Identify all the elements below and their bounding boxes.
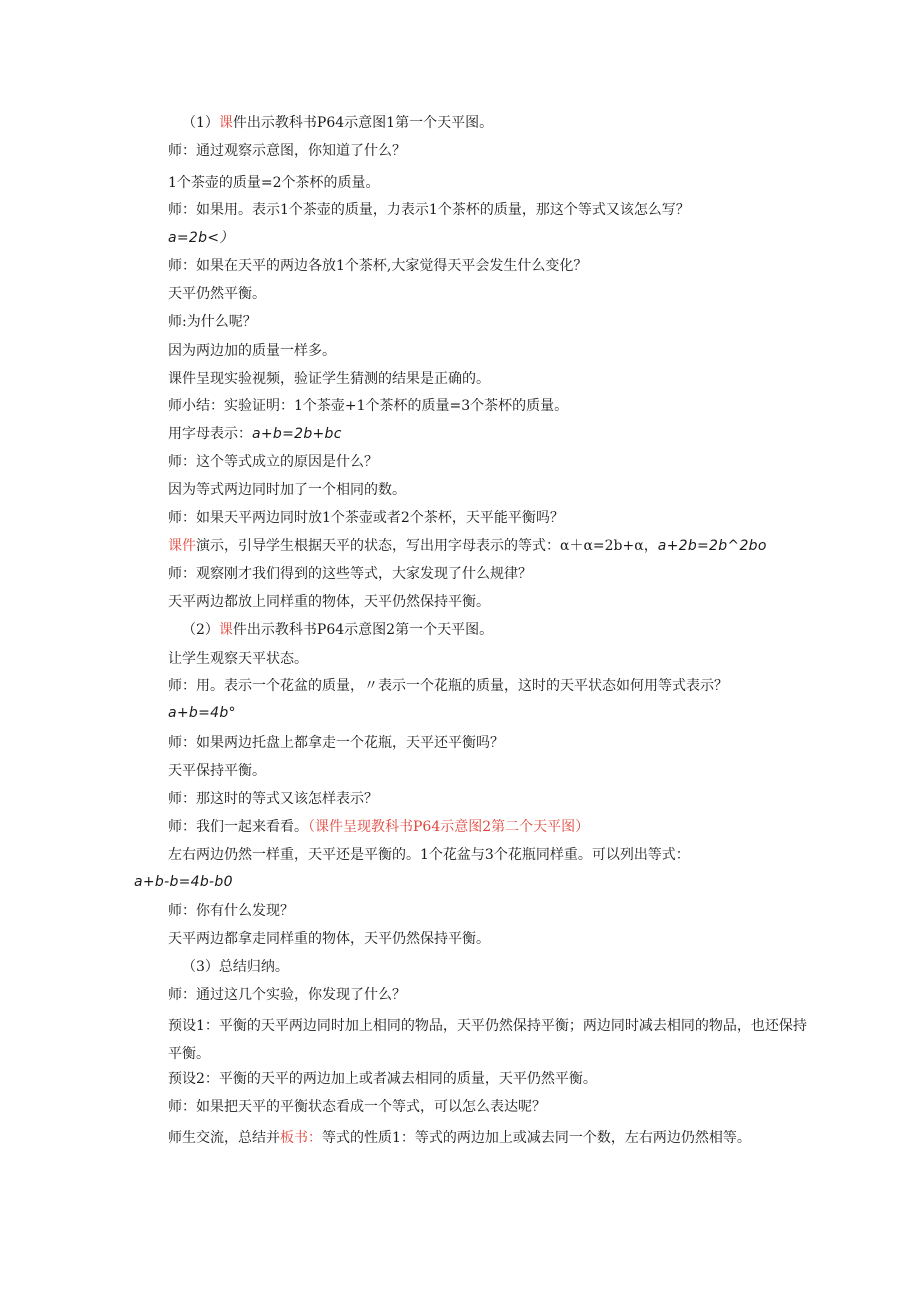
paragraph: 师：观察刚才我们得到的这些等式，大家发现了什么规律？ <box>168 566 532 582</box>
paragraph: 师：如果把天平的平衡状态看成一个等式，可以怎么表达呢？ <box>168 1099 546 1115</box>
paragraph: 课件演示，引导学生根据天平的状态，写出用字母表示的等式：α＋α=2b+α，a+2b=2b^2bo <box>168 538 767 554</box>
paragraph: 师：通过这几个实验，你发现了什么？ <box>168 987 406 1003</box>
paragraph: （2）课件出示教科书P64示意图2第一个天平图。 <box>182 622 494 638</box>
paragraph: 课件呈现实验视频，验证学生猜测的结果是正确的。 <box>168 371 490 387</box>
paragraph: 让学生观察天平状态。 <box>168 651 308 667</box>
paragraph: 预设2：平衡的天平的两边加上或者减去相同的质量，天平仍然平衡。 <box>168 1071 597 1087</box>
paragraph: 因为两边加的质量一样多。 <box>168 343 336 359</box>
paragraph: 师：如果天平两边同时放1个茶壶或者2个茶杯，天平能平衡吗？ <box>168 510 564 526</box>
paragraph: 天平两边都放上同样重的物体，天平仍然保持平衡。 <box>168 594 490 610</box>
paragraph: 师：你有什么发现？ <box>168 903 294 919</box>
paragraph: （1）课件出示教科书P64示意图1第一个天平图。 <box>182 115 494 131</box>
paragraph: 师：如果用。表示1个茶壶的质量，力表示1个茶杯的质量，那这个等式又该怎么写？ <box>168 202 690 218</box>
paragraph: 天平仍然平衡。 <box>168 286 266 302</box>
paragraph: 预设1：平衡的天平两边同时加上相同的物品，天平仍然保持平衡；两边同时减去相同的物品，也还保持平衡。 <box>168 1018 807 1062</box>
paragraph: 师：用。表示一个花盆的质量，〃表示一个花瓶的质量，这时的天平状态如何用等式表示？ <box>168 678 728 694</box>
paragraph: 1个茶壶的质量=2个茶杯的质量。 <box>168 175 380 191</box>
paragraph: 师：那这时的等式又该怎样表示？ <box>168 791 378 807</box>
formula: a+b=4b° <box>168 705 236 721</box>
paragraph: 师：这个等式成立的原因是什么？ <box>168 454 378 470</box>
paragraph: （3）总结归纳。 <box>182 959 289 975</box>
formula: a=2b<） <box>168 230 234 246</box>
paragraph: 师小结：实验证明：1个茶壶+1个茶杯的质量=3个茶杯的质量。 <box>168 398 569 414</box>
paragraph: 天平保持平衡。 <box>168 763 266 779</box>
paragraph: 师:为什么呢？ <box>168 314 257 330</box>
formula: a+b-b=4b-b0 <box>134 874 233 890</box>
paragraph: 左右两边仍然一样重，天平还是平衡的。1个花盆与3个花瓶同样重。可以列出等式： <box>168 847 690 863</box>
paragraph: 天平两边都拿走同样重的物体，天平仍然保持平衡。 <box>168 931 490 947</box>
paragraph: 因为等式两边同时加了一个相同的数。 <box>168 482 406 498</box>
paragraph: 师：我们一起来看看。（课件呈现教科书P64示意图2第二个天平图） <box>168 819 590 835</box>
paragraph: 用字母表示：a+b=2b+bc <box>168 426 342 442</box>
paragraph: 师：如果在天平的两边各放1个茶杯,大家觉得天平会发生什么变化？ <box>168 258 588 274</box>
paragraph: 师生交流，总结并板书：等式的性质1：等式的两边加上或减去同一个数，左右两边仍然相等。 <box>168 1130 751 1146</box>
paragraph: 师：通过观察示意图，你知道了什么？ <box>168 143 406 159</box>
paragraph: 师：如果两边托盘上都拿走一个花瓶，天平还平衡吗？ <box>168 735 504 751</box>
